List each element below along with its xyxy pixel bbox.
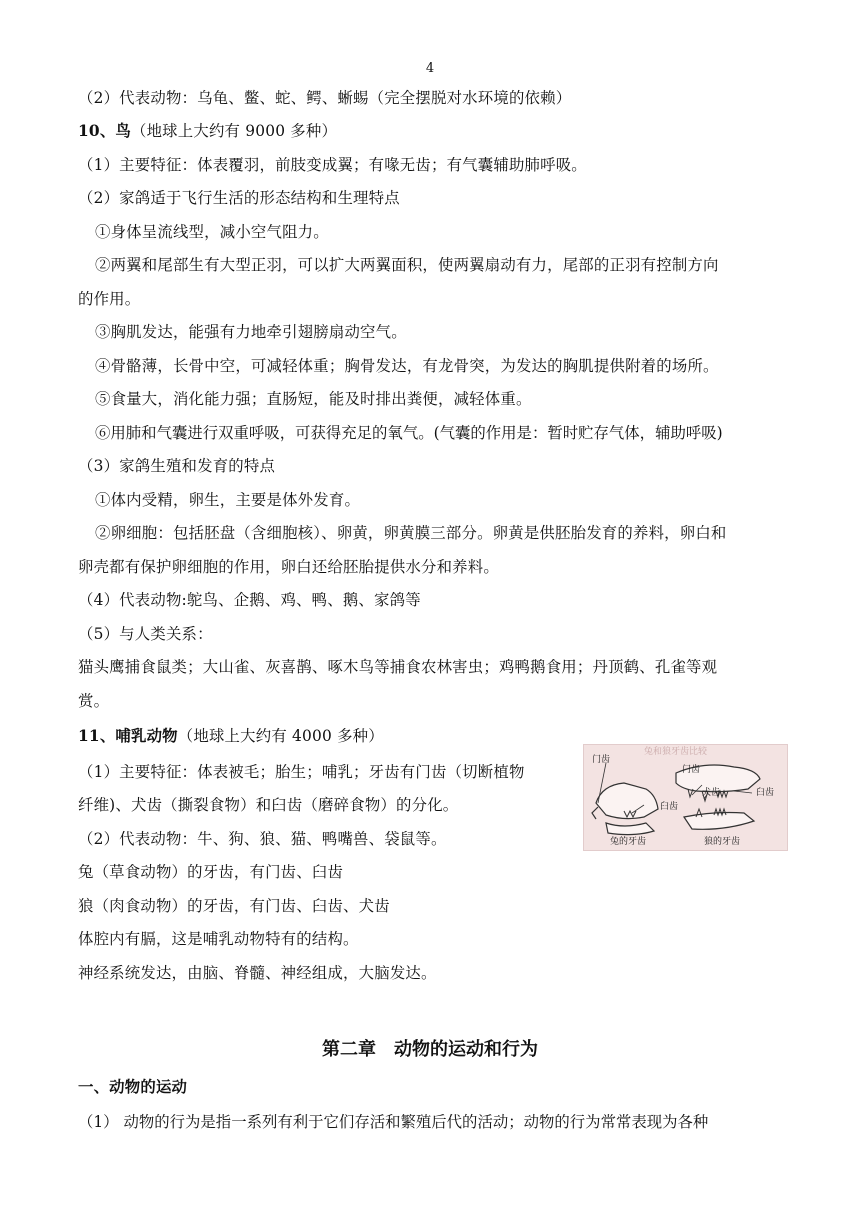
heading-mammals [78,726,384,746]
heading-birds-title: 10、鸟 [78,122,131,140]
text-line: 狼（肉食动物）的牙齿，有门齿、臼齿、犬齿 [78,897,390,915]
teeth-figure [583,744,788,851]
text-line: ②卵细胞：包括胚盘（含细胞核）、卵黄，卵黄膜三部分。卵黄是供胚胎发育的养料，卵白和 [95,524,727,542]
heading-mammals-title: 11、哺乳动物 [78,727,178,745]
text-line: 的作用。 [78,290,141,308]
text-line: ①体内受精，卵生，主要是体外发育。 [95,491,361,509]
text-line: 兔（草食动物）的牙齿，有门齿、臼齿 [78,863,344,881]
label-molar-wolf: 臼齿 [756,788,775,798]
text-line: ②两翼和尾部生有大型正羽，可以扩大两翼面积，使两翼扇动有力，尾部的正羽有控制方向 [95,256,719,274]
text-line: ①身体呈流线型，减小空气阻力。 [95,223,329,241]
text-line: 赏。 [78,692,110,710]
text-line: 神经系统发达，由脑、脊髓、神经组成，大脑发达。 [78,964,437,982]
page-number: 4 [425,61,435,76]
heading-mammals-note: （地球上大约有 4000 多种） [177,727,384,745]
text-line: ③胸肌发达，能强有力地牵引翅膀扇动空气。 [95,323,407,341]
heading-birds [78,121,337,141]
label-molar-rabbit: 臼齿 [660,802,679,812]
text-line: （4）代表动物:鸵鸟、企鹅、鸡、鸭、鹅、家鸽等 [78,591,421,609]
caption-wolf-teeth: 狼的牙齿 [704,837,741,847]
text-line: （3）家鸽生殖和发育的特点 [78,457,276,475]
text-line: ⑥用肺和气囊进行双重呼吸，可获得充足的氧气。(气囊的作用是：暂时贮存气体，辅助呼吸) [95,424,723,442]
text-line: 体腔内有膈，这是哺乳动物特有的结构。 [78,930,359,948]
label-incisor-wolf: 门齿 [682,765,701,775]
text-line: 猫头鹰捕食鼠类；大山雀、灰喜鹊、啄木鸟等捕食农林害虫；鸡鸭鹅食用；丹顶鹤、孔雀等观 [78,658,718,676]
text-line: （2）代表动物：牛、狗、狼、猫、鸭嘴兽、袋鼠等。 [78,830,447,848]
caption-rabbit-teeth: 兔的牙齿 [610,837,647,847]
section-heading: 一、动物的运动 [78,1078,188,1096]
text-line: ⑤食量大，消化能力强；直肠短，能及时排出粪便，减轻体重。 [95,390,532,408]
text-line: 卵壳都有保护卵细胞的作用，卵白还给胚胎提供水分和养料。 [78,558,499,576]
text-line: （1） 动物的行为是指一系列有利于它们存活和繁殖后代的活动；动物的行为常常表现为各种 [78,1113,709,1131]
label-canine: 犬齿 [702,788,721,798]
text-line: （2）代表动物：乌龟、鳖、蛇、鳄、蜥蜴（完全摆脱对水环境的依赖） [78,89,572,107]
heading-birds-note: （地球上大约有 9000 多种） [131,122,338,140]
chapter-title: 第二章 动物的运动和行为 [322,1039,538,1060]
text-line: ④骨骼薄，长骨中空，可减轻体重；胸骨发达，有龙骨突，为发达的胸肌提供附着的场所。 [95,357,719,375]
text-line: （5）与人类关系： [78,625,213,643]
text-line: 纤维)、犬齿（撕裂食物）和臼齿（磨碎食物）的分化。 [78,796,459,814]
text-line: （1）主要特征：体表覆羽，前肢变成翼；有喙无齿；有气囊辅助肺呼吸。 [78,156,587,174]
text-line: （1）主要特征：体表被毛；胎生；哺乳；牙齿有门齿（切断植物 [78,763,525,781]
figure-faint-title: 兔和狼牙齿比较 [644,747,708,757]
text-line: （2）家鸽适于飞行生活的形态结构和生理特点 [78,189,400,207]
label-incisor-rabbit: 门齿 [592,755,611,765]
